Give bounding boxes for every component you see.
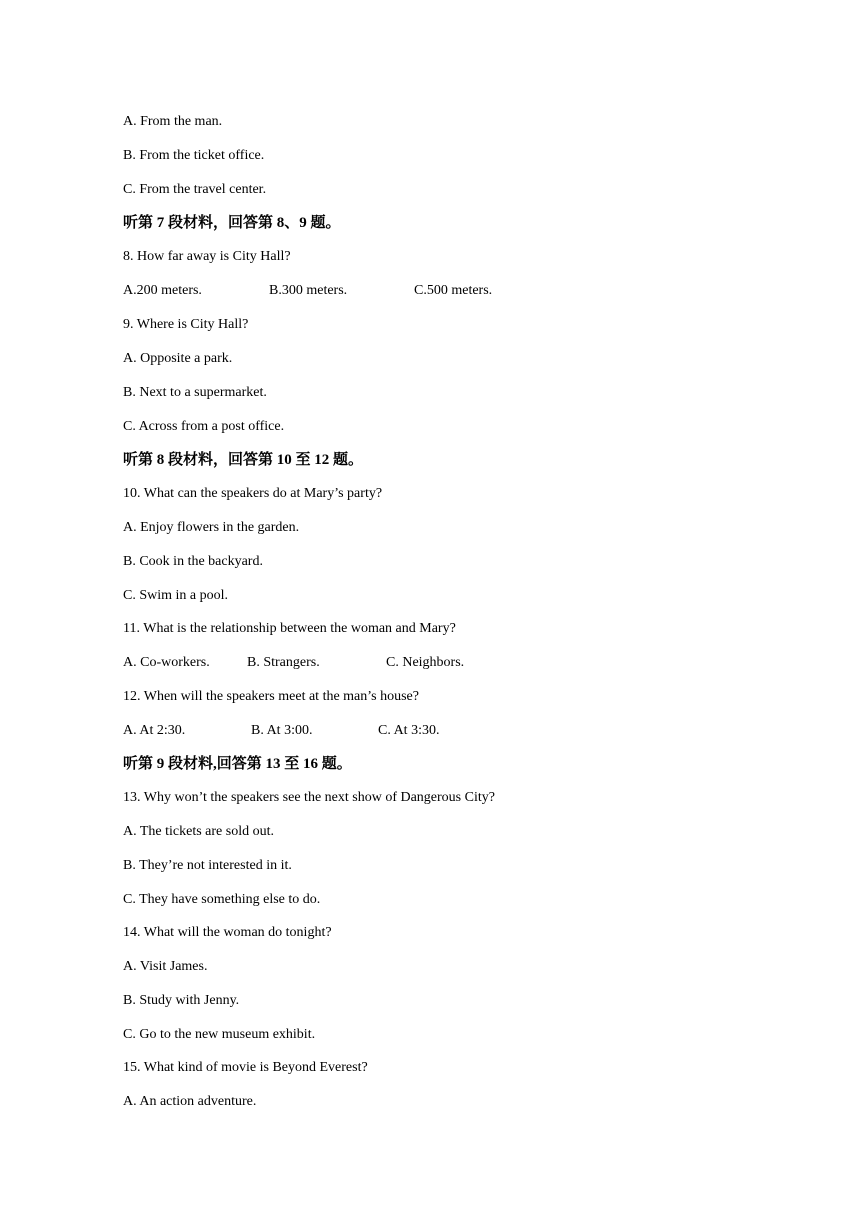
option-14c: C. Go to the new museum exhibit. <box>123 1027 316 1042</box>
option-10a: A. Enjoy flowers in the garden. <box>123 520 300 535</box>
option-14a: A. Visit James. <box>123 959 208 974</box>
option-8a: A.200 meters. <box>123 283 202 298</box>
question-15: 15. What kind of movie is Beyond Everest? <box>123 1060 368 1075</box>
question-14: 14. What will the woman do tonight? <box>123 925 332 940</box>
section-heading-8: 听第 8 段材料，回答第 10 至 12 题。 <box>123 452 364 468</box>
option-7a: A. From the man. <box>123 114 223 129</box>
option-10c: C. Swim in a pool. <box>123 588 229 603</box>
question-8: 8. How far away is City Hall? <box>123 249 291 264</box>
question-11: 11. What is the relationship between the woman and Mary? <box>123 621 456 636</box>
option-9a: A. Opposite a park. <box>123 351 233 366</box>
option-13a: A. The tickets are sold out. <box>123 824 274 839</box>
option-11c: C. Neighbors. <box>386 655 465 670</box>
option-12c: C. At 3:30. <box>378 723 440 738</box>
option-12b: B. At 3:00. <box>251 723 313 738</box>
option-13c: C. They have something else to do. <box>123 892 321 907</box>
question-10: 10. What can the speakers do at Mary’s party? <box>123 486 383 501</box>
option-10b: B. Cook in the backyard. <box>123 554 263 569</box>
section-heading-9: 听第 9 段材料,回答第 13 至 16 题。 <box>123 756 352 772</box>
option-7b: B. From the ticket office. <box>123 148 265 163</box>
option-11a: A. Co-workers. <box>123 655 210 670</box>
option-12a: A. At 2:30. <box>123 723 186 738</box>
section-heading-7: 听第 7 段材料，回答第 8、9 题。 <box>123 215 341 231</box>
question-13: 13. Why won’t the speakers see the next show of Dangerous City? <box>123 790 495 805</box>
option-7c: C. From the travel center. <box>123 182 267 197</box>
option-13b: B. They’re not interested in it. <box>123 858 292 873</box>
option-8b: B.300 meters. <box>269 283 348 298</box>
option-9b: B. Next to a supermarket. <box>123 385 267 400</box>
option-14b: B. Study with Jenny. <box>123 993 240 1008</box>
question-12: 12. When will the speakers meet at the man’s house? <box>123 689 419 704</box>
question-9: 9. Where is City Hall? <box>123 317 249 332</box>
option-9c: C. Across from a post office. <box>123 419 285 434</box>
option-8c: C.500 meters. <box>414 283 493 298</box>
option-15a: A. An action adventure. <box>123 1094 257 1109</box>
option-11b: B. Strangers. <box>247 655 320 670</box>
